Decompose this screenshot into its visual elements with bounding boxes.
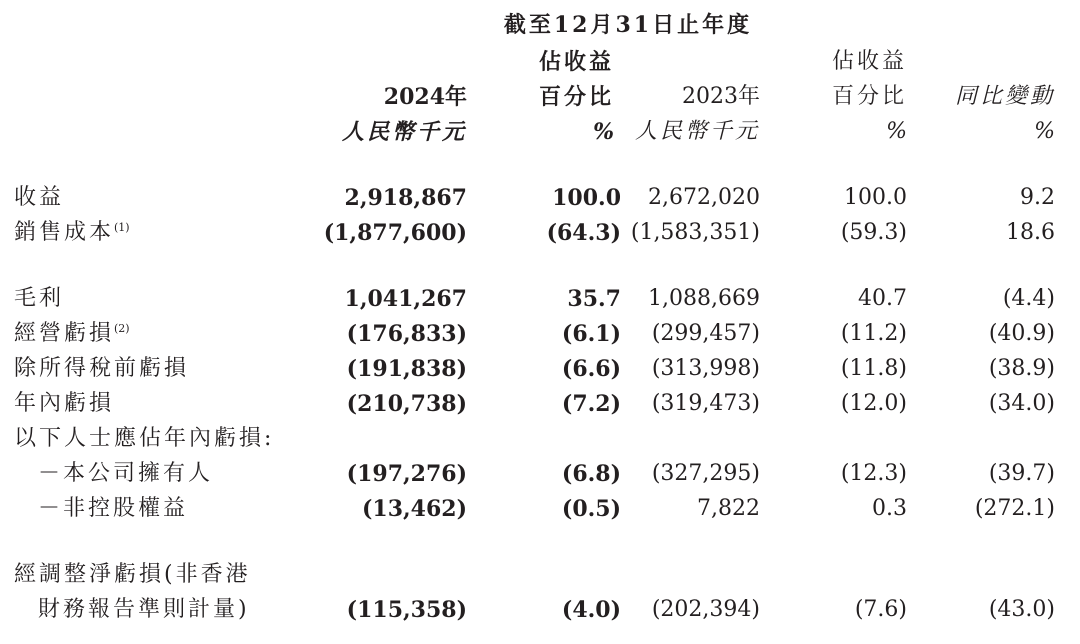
cell-pct2023: (59.3) (840, 220, 907, 245)
col-2024-header: 2024年 (383, 84, 467, 110)
cell-2023: (319,473) (651, 391, 760, 416)
row-label-loss-for-year: 年內虧損 (14, 391, 115, 416)
cell-pct2023: (11.8) (840, 356, 907, 381)
cell-pct2023: 0.3 (872, 496, 907, 521)
cell-2024: 2,918,867 (344, 185, 467, 211)
row-label-adjusted-net-loss-cont: 財務報告準則計量) (38, 597, 250, 622)
cell-pct2023: (12.0) (840, 391, 907, 416)
cell-2023: 1,088,669 (648, 286, 760, 311)
col-2024-unit: 人民幣千元 (341, 119, 467, 145)
footnote-marker: (2) (114, 322, 130, 335)
cell-yoy: (39.7) (988, 461, 1055, 486)
footnote-marker: (1) (114, 221, 130, 234)
cell-2024: (197,276) (346, 461, 467, 487)
row-label-revenue: 收益 (14, 185, 65, 210)
period-header: 截至12月31日止年度 (503, 12, 753, 38)
cell-2024: (115,358) (346, 597, 467, 623)
row-label-loss-before-tax: 除所得稅前虧損 (14, 356, 190, 381)
cell-yoy: (43.0) (988, 597, 1055, 622)
cell-2023: (327,295) (651, 461, 760, 486)
row-label-non-controlling-interests: －非控股權益 (38, 496, 189, 521)
cell-2023: (299,457) (651, 321, 760, 346)
cell-yoy: (38.9) (988, 356, 1055, 381)
row-label-attributable-to: 以下人士應佔年內虧損: (14, 426, 275, 451)
cell-2024: (1,877,600) (323, 220, 467, 246)
col-yoy-unit: % (1034, 119, 1055, 144)
cell-pct2024: 35.7 (567, 286, 621, 312)
col-pct2023-unit: % (886, 119, 907, 144)
row-label-operating-loss: 經營虧損$^{(2)}$ (14, 321, 130, 346)
cell-pct2024: (6.8) (561, 461, 621, 487)
row-label-gross-profit: 毛利 (14, 286, 65, 311)
cell-2023: 7,822 (697, 496, 760, 521)
cell-yoy: (4.4) (1002, 286, 1055, 311)
cell-yoy: 9.2 (1020, 185, 1055, 210)
cell-2024: (210,738) (346, 391, 467, 417)
cell-pct2024: 100.0 (552, 185, 621, 211)
cell-pct2024: (7.2) (561, 391, 621, 417)
cell-2024: (191,838) (346, 356, 467, 382)
cell-pct2024: (4.0) (561, 597, 621, 623)
cell-yoy: (272.1) (974, 496, 1055, 521)
cell-pct2024: (6.1) (561, 321, 621, 347)
cell-pct2024: (0.5) (561, 496, 621, 522)
cell-pct2023: (12.3) (840, 461, 907, 486)
cell-2024: 1,041,267 (344, 286, 467, 312)
col-yoy-header: 同比變動 (954, 84, 1055, 109)
col-pct2024-unit: % (593, 119, 614, 145)
cell-pct2023: (7.6) (854, 597, 907, 622)
col-2023-header: 2023年 (682, 84, 760, 109)
row-label-owners-of-company: －本公司擁有人 (38, 461, 214, 486)
cell-pct2023: 40.7 (858, 286, 907, 311)
col-pct2024-header-line2: 百分比 (538, 84, 614, 110)
cell-yoy: (34.0) (988, 391, 1055, 416)
cell-2023: (202,394) (651, 597, 760, 622)
cell-2024: (176,833) (346, 321, 467, 347)
cell-pct2023: 100.0 (844, 185, 907, 210)
row-label-cost-of-sales: 銷售成本$^{(1)}$ (14, 220, 130, 245)
col-pct2023-header-line2: 百分比 (831, 84, 907, 109)
cell-2023: (1,583,351) (630, 220, 760, 245)
cell-2024: (13,462) (361, 496, 467, 522)
cell-yoy: 18.6 (1006, 220, 1055, 245)
col-pct2024-header-line1: 佔收益 (538, 49, 614, 75)
row-label-adjusted-net-loss: 經調整淨虧損(非香港 (14, 562, 251, 587)
col-pct2023-header-line1: 佔收益 (831, 49, 907, 74)
cell-pct2023: (11.2) (840, 321, 907, 346)
col-2023-unit: 人民幣千元 (634, 119, 760, 144)
cell-pct2024: (64.3) (546, 220, 621, 246)
cell-2023: (313,998) (651, 356, 760, 381)
cell-pct2024: (6.6) (561, 356, 621, 382)
cell-yoy: (40.9) (988, 321, 1055, 346)
cell-2023: 2,672,020 (648, 185, 760, 210)
